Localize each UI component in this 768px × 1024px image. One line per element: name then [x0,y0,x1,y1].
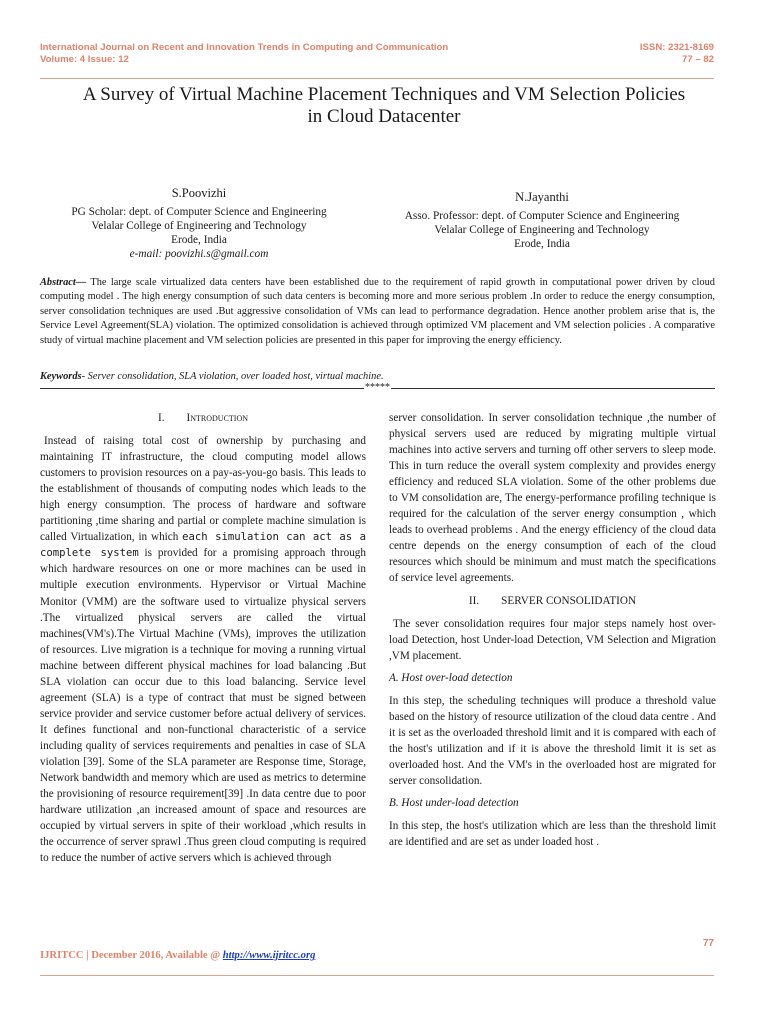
server-consolidation-paragraph: The sever consolidation requires four major steps namely host over-load Detection, host Under-load Detection, VM Selection and Migration ,VM placement. [389,617,716,662]
footer-link[interactable]: http://www.ijritcc.org [222,950,316,961]
paper-title-line-2: in Cloud Datacenter [307,106,461,127]
introduction-paragraph: Instead of raising total cost of ownership by purchasing and maintaining IT infrastructure, the cloud computing model allows customers to provision resources on a pay-as-you-go basis. This leads to the establishment of thousands of computing nodes which leads to the high energy consumption. The process of hardware and software partitioning ,time sharing and partial or complete machine simulation is called Virtualization, in which each simulation can act as a complete system is provided for a promising approach through which hardware resources on one or more machines can be used in multiple execution environments. Hypervisor or Virtual Machine Monitor (VMM) are the software used to virtualize physical servers .The virtualized physical servers are called the virtual machines(VM's).The Virtual Machine (VMs), improves the utilization of resources. Live migration is a technique for moving a running virtual machine between different physical machines for load balancing .But SLA violation can occur due to this load balancing. Service level agreement (SLA) is a type of contract that must be signed between service provider and service customer before actual delivery of services. It defines functional and non-functional characteristic of a service including quality of services requirements and penalties in case of SLA violation [39]. Some of the SLA parameter are Response time, Storage, Network bandwidth and memory which are used as metrics to determine the provisioning of resource requirement[39] .In data centre due to poor hardware utilization ,an increased amount of space and resources are occupied by virtual servers in spite of their workload ,which results in the occurrence of server sprawl .Thus green cloud computing is required to reduce the number of active servers which is achieved through [40,435,366,865]
section-title: Introduction [186,412,249,424]
left-column [40,410,366,866]
author-block-2 [366,190,718,251]
journal-issn: ISSN: 2321-8169 [639,42,714,53]
section-separator [40,383,715,393]
abstract-text: The large scale virtualized data centers have been established due to the requirement of rapid growth in computational power driven by cloud computing model . The high energy consumption of such data centers is becoming more and more serious problem .In order to reduce the energy consumption, server consolidation techniques are used .But aggressive consolidation of VMs can lead to performance degradation. Hence another problem arise that is, the Service Level Agreement(SLA) violation. The optimized consolidation is achieved through optimized VM placement and VM selection policies . A comparative study of virtual machine placement and VM selection policies are presented in this paper for improving the energy efficiency. [40,277,715,346]
consolidation-paragraph: server consolidation. In server consolidation technique ,the number of physical servers used are reduced by migrating multiple virtual machines into active servers and turning off other servers to sleep mode. This in turn reduce the overall system complexity and provides energy efficiency and reduced SLA violation. Some of the other problems due to VM consolidation are, The energy-performance profiling technique is required for the calculation of the server energy consumption , which leads to overhead problems . And the energy efficiency of the cloud data centre depends on the energy consumption of each of the cloud resources which should be minimum and must match the specifications of service level agreements. [389,412,716,585]
author-role: Asso. Professor: dept. of Computer Science and Engineering [404,210,680,222]
author-college: Velalar College of Engineering and Technology [91,220,307,232]
right-column [389,410,716,850]
journal-pages: 77 – 82 [681,53,714,65]
section-heading-server-consolidation [389,593,716,609]
footer [40,950,315,961]
footer-text: IJRITCC | December 2016, Available @ [40,950,223,961]
author-role: PG Scholar: dept. of Computer Science and Engineering [71,206,327,218]
overload-paragraph: In this step, the scheduling techniques will produce a threshold value based on the history of resource utilization of the cloud data centre . And it is set as the overloaded threshold limit and it is compared with each of the host's utilization and if it is above the threshold limit it is set as overloaded host. And the VM's in the overloaded host are migrated for server consolidation. [389,694,716,787]
subsection-heading-overload: A. Host over-load detection [389,671,513,684]
author-name: N.Jayanthi [515,190,569,204]
monospace-phrase: each simulation can act as a complete system [40,531,366,560]
abstract [40,276,715,348]
keywords-text: - Server consolidation, SLA violation, over loaded host, virtual machine. [81,371,384,382]
journal-name: International Journal on Recent and Innovation Trends in Computing and Communication [40,42,449,53]
author-email: e-mail: poovizhi.s@gmail.com [129,248,269,260]
header-divider [40,78,714,79]
paper-title [36,84,732,128]
section-heading-introduction [40,410,366,426]
author-city: Erode, India [171,234,227,246]
underload-paragraph: In this step, the host's utilization which are less than the threshold limit are identified and are set as under loaded host . [389,820,716,849]
footer-divider [40,975,714,976]
author-name: S.Poovizhi [171,186,227,200]
author-college: Velalar College of Engineering and Technology [434,224,650,236]
separator-stars: ***** [365,382,390,393]
abstract-label: Abstract— [40,277,87,288]
section-number: I. [157,412,165,424]
subsection-heading-underload: B. Host under-load detection [389,797,519,810]
section-number: II. [468,594,480,607]
author-block-1 [40,186,358,261]
paper-title-line-1: A Survey of Virtual Machine Placement Techniques and VM Selection Policies [82,84,686,105]
journal-header [40,42,448,65]
section-title: SERVER CONSOLIDATION [501,594,637,607]
page-number: 77 [702,938,714,949]
journal-issn-block [640,42,714,65]
keywords-label: Keywords [40,371,82,382]
author-city: Erode, India [514,238,570,250]
journal-volume: Volume: 4 Issue: 12 [40,53,129,65]
